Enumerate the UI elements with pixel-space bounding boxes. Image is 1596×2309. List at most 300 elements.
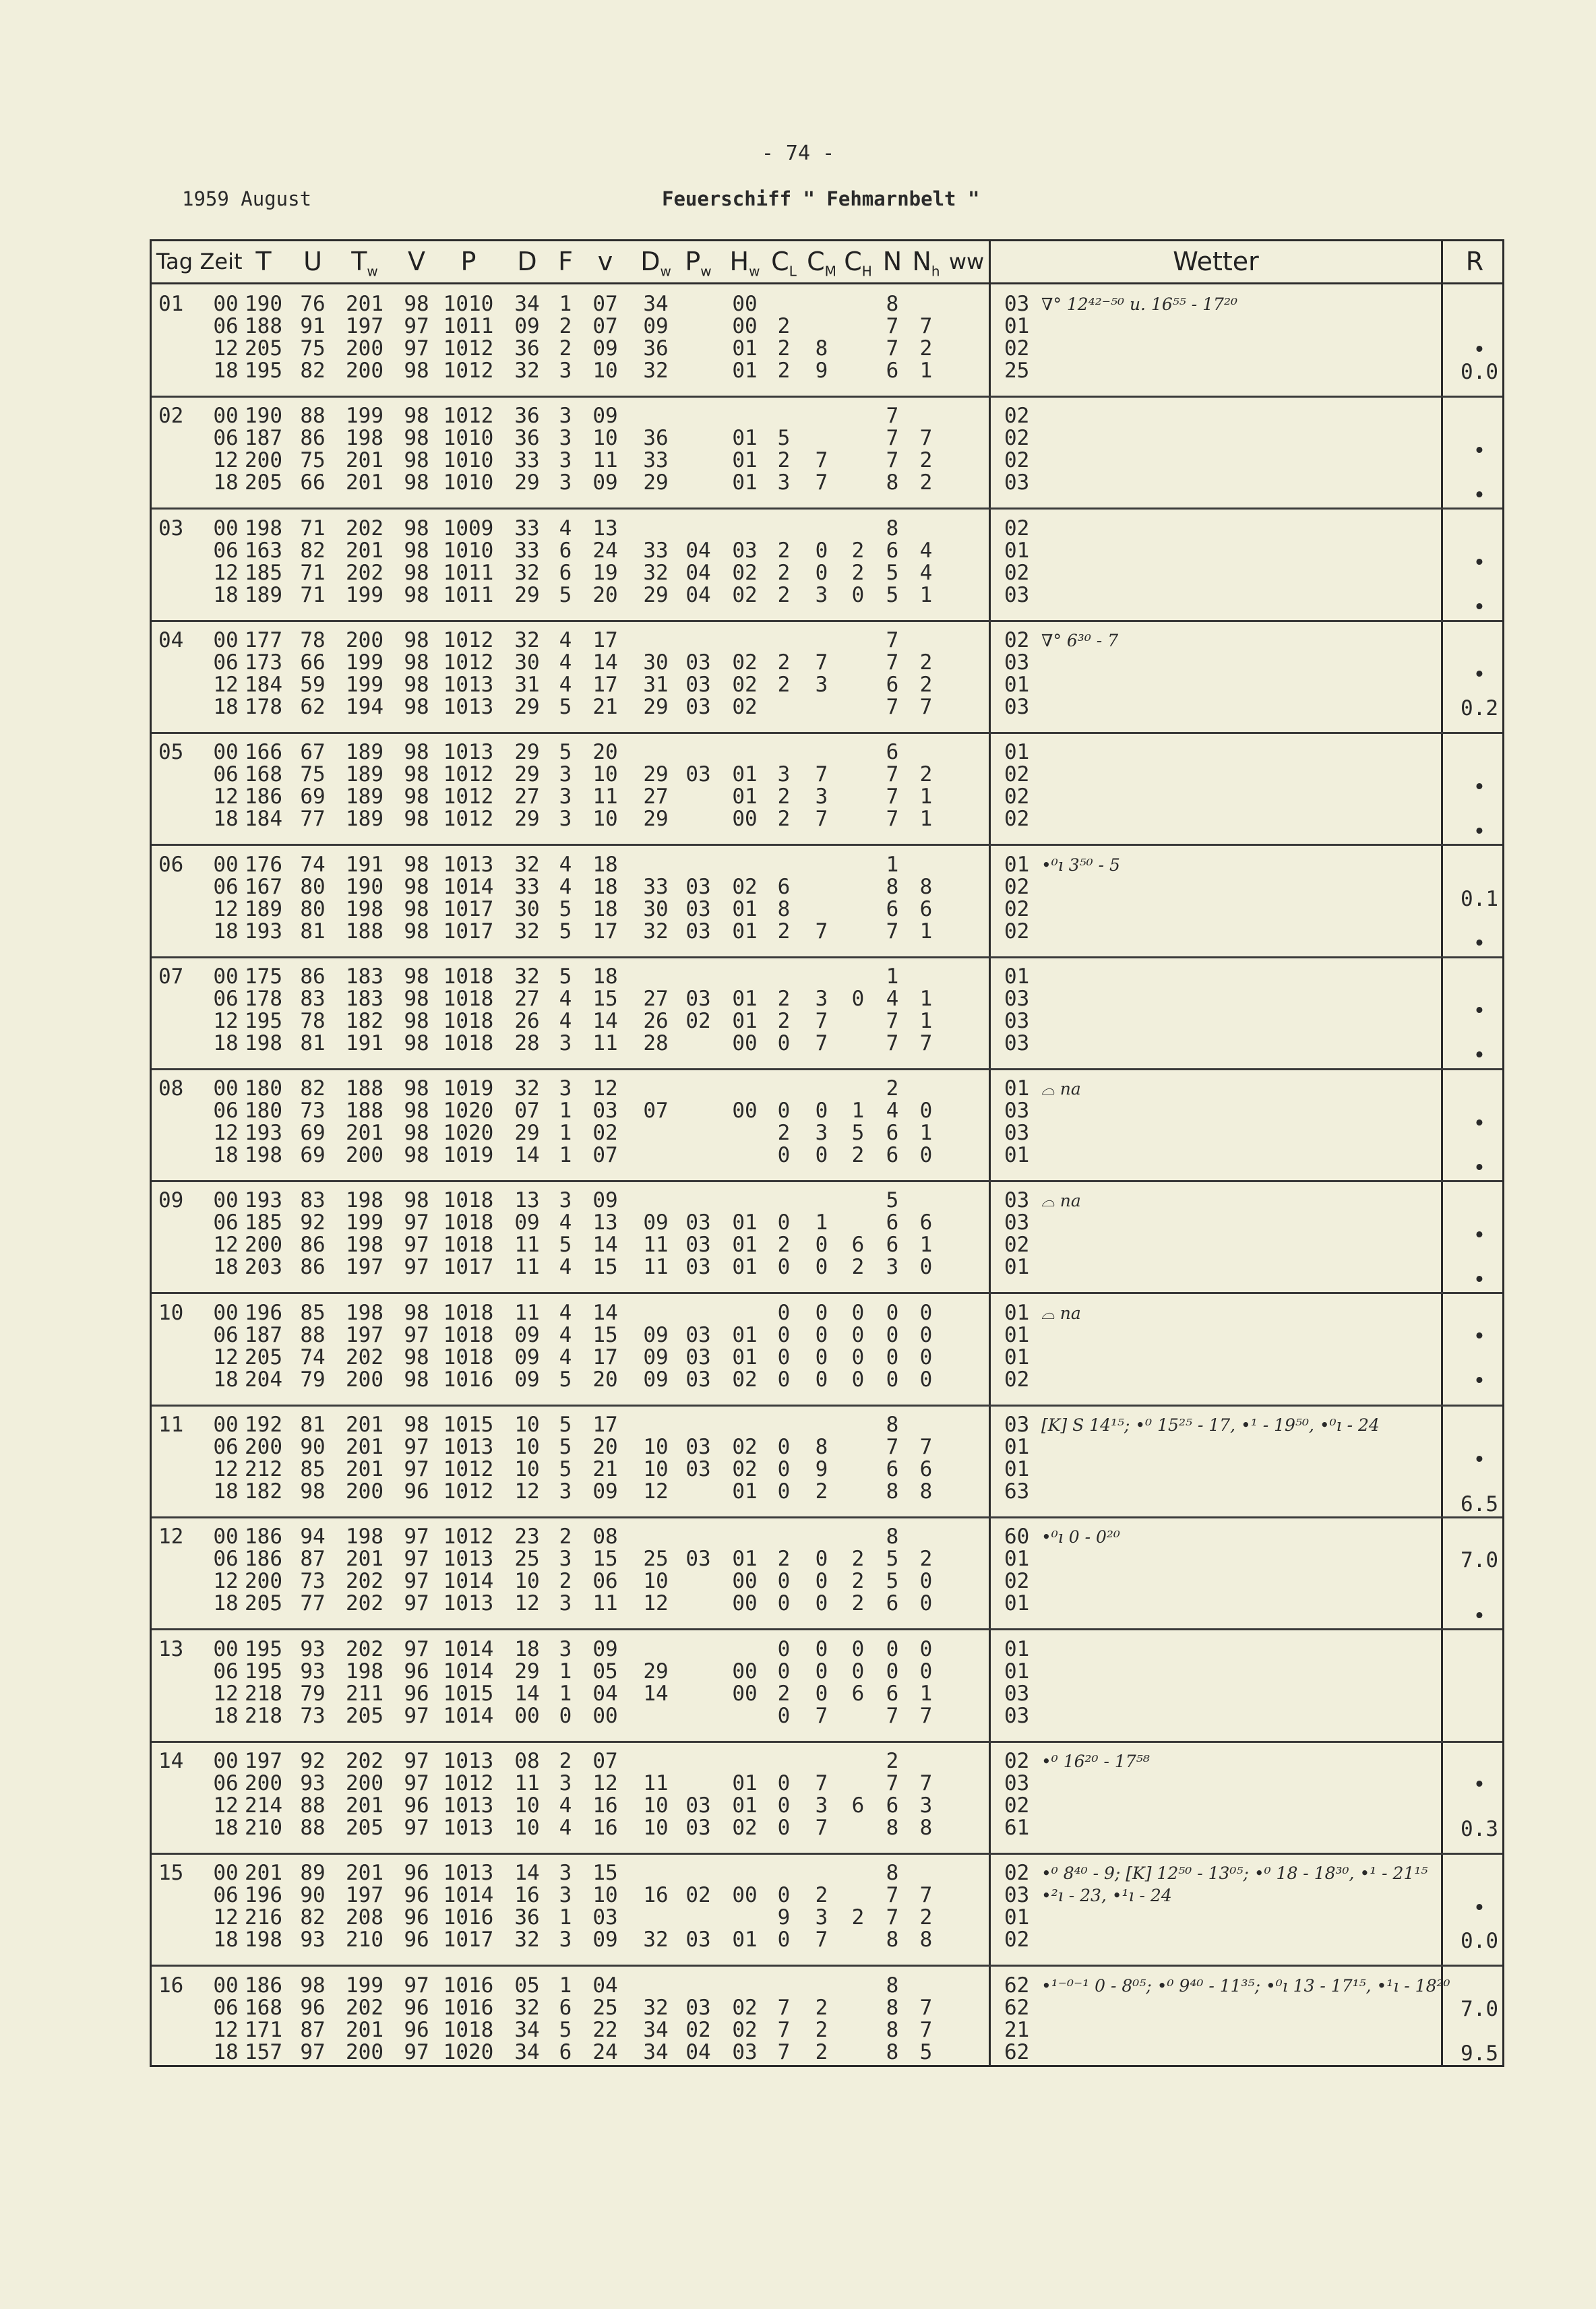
cell-dw: 27 [643, 784, 669, 809]
cell-nh: 8 [919, 1815, 933, 1840]
cell-n: 7 [886, 1030, 899, 1055]
cell-v: 98 [404, 807, 429, 832]
cell-v: 20 [592, 582, 618, 607]
cell-tw: 188 [346, 1099, 383, 1123]
cell-u: 78 [300, 1008, 326, 1033]
cell-v: 98 [404, 470, 429, 495]
cell-u: 88 [300, 404, 326, 429]
cell-ch: 0 [851, 1636, 865, 1661]
cell-dw: 29 [643, 470, 669, 495]
cell-zeit: 00 [213, 1300, 239, 1325]
table-row [152, 1548, 1136, 1570]
cell-d: 14 [514, 1681, 540, 1706]
cell-ww: 03 [1004, 1681, 1030, 1706]
table-row [152, 584, 1136, 607]
cell-p: 1012 [443, 359, 494, 383]
day-block [152, 1069, 1502, 1181]
cell-p: 1013 [443, 852, 494, 877]
precip-value: • [1473, 595, 1486, 620]
cell-t: 198 [245, 516, 282, 541]
table-row [152, 876, 1136, 898]
cell-cm: 0 [815, 1233, 828, 1258]
cell-v: 17 [592, 919, 618, 944]
cell-d: 31 [514, 672, 540, 697]
cell-nh: 0 [919, 1569, 933, 1594]
table-row [152, 1705, 1136, 1727]
cell-zeit: 12 [213, 1345, 239, 1369]
cell-pw: 03 [685, 1322, 711, 1347]
cell-v: 98 [404, 964, 429, 989]
table-row [152, 1795, 1136, 1817]
cell-cm: 7 [815, 1030, 828, 1055]
cell-u: 83 [300, 1188, 326, 1213]
table-row [152, 764, 1136, 786]
cell-p: 1012 [443, 1525, 494, 1549]
cell-u: 75 [300, 448, 326, 473]
table-row [152, 1436, 1136, 1458]
cell-v: 98 [404, 694, 429, 719]
cell-cm: 0 [815, 560, 828, 585]
cell-n: 8 [886, 1815, 899, 1840]
cell-p: 1017 [443, 1928, 494, 1952]
cell-tw: 198 [346, 1300, 383, 1325]
cell-v: 04 [592, 1973, 618, 1998]
cell-n: 7 [886, 1703, 899, 1728]
cell-v: 20 [592, 1435, 618, 1459]
cell-v: 97 [404, 336, 429, 361]
cell-n: 8 [886, 2039, 899, 2064]
cell-d: 05 [514, 1973, 540, 1998]
cell-n: 6 [886, 672, 899, 697]
cell-p: 1010 [443, 470, 494, 495]
cell-n: 7 [886, 919, 899, 944]
cell-nh: 1 [919, 582, 933, 607]
cell-tw: 199 [346, 672, 383, 697]
cell-dw: 11 [643, 1233, 669, 1258]
cell-tw: 183 [346, 964, 383, 989]
cell-t: 198 [245, 1030, 282, 1055]
cell-t: 186 [245, 1547, 282, 1572]
cell-t: 167 [245, 874, 282, 899]
cell-ww: 03 [1004, 292, 1030, 316]
cell-f: 5 [559, 1457, 572, 1481]
cell-pw: 04 [685, 560, 711, 585]
cell-ww: 02 [1004, 1569, 1030, 1594]
cell-v: 96 [404, 1681, 429, 1706]
cell-nh: 0 [919, 1345, 933, 1369]
cell-f: 4 [559, 1322, 572, 1347]
cell-hw: 01 [732, 1255, 758, 1280]
cell-ch: 0 [851, 582, 865, 607]
cell-nh: 7 [919, 2017, 933, 2042]
cell-ch: 6 [851, 1233, 865, 1258]
cell-v: 97 [404, 1525, 429, 1549]
cell-v: 11 [592, 448, 618, 473]
cell-tw: 200 [346, 336, 383, 361]
cell-f: 6 [559, 2039, 572, 2064]
cell-ww: 61 [1004, 1815, 1030, 1840]
cell-u: 74 [300, 1345, 326, 1369]
cell-zeit: 06 [213, 874, 239, 899]
cell-nh: 0 [919, 1636, 933, 1661]
cell-cm: 3 [815, 986, 828, 1011]
table-row [152, 988, 1136, 1010]
day-number: 05 [158, 740, 184, 765]
cell-t: 205 [245, 1345, 282, 1369]
cell-zeit: 00 [213, 1861, 239, 1886]
cell-d: 09 [514, 1367, 540, 1392]
header-v: V [408, 247, 425, 276]
cell-t: 193 [245, 919, 282, 944]
table-row [152, 1256, 1136, 1279]
cell-p: 1016 [443, 1905, 494, 1930]
cell-cm: 3 [815, 1793, 828, 1818]
cell-tw: 191 [346, 852, 383, 877]
cell-tw: 189 [346, 807, 383, 832]
cell-pw: 03 [685, 1793, 711, 1818]
cell-u: 73 [300, 1569, 326, 1594]
cell-cm: 8 [815, 336, 828, 361]
cell-cm: 0 [815, 1659, 828, 1684]
cell-cl: 7 [777, 2017, 791, 2042]
day-number: 09 [158, 1188, 184, 1213]
cell-f: 3 [559, 426, 572, 451]
cell-tw: 197 [346, 1255, 383, 1280]
cell-pw: 03 [685, 1547, 711, 1572]
precip-value: • [1473, 551, 1486, 576]
cell-n: 7 [886, 336, 899, 361]
cell-v: 24 [592, 2039, 618, 2064]
cell-nh: 1 [919, 1008, 933, 1033]
cell-t: 205 [245, 336, 282, 361]
cell-v: 03 [592, 1099, 618, 1123]
cell-v: 05 [592, 1659, 618, 1684]
cell-cm: 0 [815, 1569, 828, 1594]
cell-nh: 0 [919, 1255, 933, 1280]
cell-v: 14 [592, 1300, 618, 1325]
cell-d: 26 [514, 1008, 540, 1033]
precip-value: • [1473, 774, 1486, 799]
cell-hw: 01 [732, 1547, 758, 1572]
cell-f: 5 [559, 919, 572, 944]
cell-u: 98 [300, 1479, 326, 1504]
cell-t: 218 [245, 1681, 282, 1706]
table-row [152, 1010, 1136, 1033]
cell-t: 195 [245, 1659, 282, 1684]
table-row [152, 1302, 1136, 1324]
cell-cm: 7 [815, 650, 828, 675]
cell-tw: 199 [346, 650, 383, 675]
cell-cl: 0 [777, 1771, 791, 1795]
cell-v: 11 [592, 784, 618, 809]
cell-f: 2 [559, 1569, 572, 1594]
cell-hw: 02 [732, 672, 758, 697]
cell-p: 1020 [443, 1099, 494, 1123]
cell-ww: 03 [1004, 986, 1030, 1011]
table-row [152, 629, 1136, 652]
cell-v: 97 [404, 1569, 429, 1594]
cell-cm: 0 [815, 1322, 828, 1347]
cell-n: 6 [886, 1233, 899, 1258]
cell-dw: 34 [643, 292, 669, 316]
cell-t: 195 [245, 1636, 282, 1661]
cell-dw: 10 [643, 1569, 669, 1594]
cell-zeit: 18 [213, 1143, 239, 1168]
cell-tw: 182 [346, 1008, 383, 1033]
cell-tw: 200 [346, 359, 383, 383]
cell-tw: 201 [346, 448, 383, 473]
cell-v: 24 [592, 538, 618, 563]
precip-value: • [1473, 483, 1486, 507]
cell-ww: 01 [1004, 1322, 1030, 1347]
header-wetter: Wetter [1173, 247, 1259, 276]
cell-u: 92 [300, 1748, 326, 1773]
cell-tw: 188 [346, 1076, 383, 1101]
precip-value: • [1473, 819, 1486, 844]
cell-dw: 10 [643, 1435, 669, 1459]
cell-d: 32 [514, 1995, 540, 2020]
cell-u: 82 [300, 359, 326, 383]
cell-n: 7 [886, 1435, 899, 1459]
cell-t: 218 [245, 1703, 282, 1728]
cell-v: 06 [592, 1569, 618, 1594]
cell-n: 7 [886, 448, 899, 473]
cell-v: 17 [592, 1413, 618, 1437]
cell-ww: 01 [1004, 1300, 1030, 1325]
cell-dw: 33 [643, 448, 669, 473]
cell-v: 98 [404, 538, 429, 563]
cell-f: 5 [559, 740, 572, 765]
day-number: 01 [158, 292, 184, 316]
cell-zeit: 06 [213, 1771, 239, 1795]
cell-cm: 7 [815, 762, 828, 787]
cell-t: 216 [245, 1905, 282, 1930]
cell-u: 96 [300, 1995, 326, 2020]
cell-p: 1010 [443, 426, 494, 451]
cell-v: 98 [404, 516, 429, 541]
cell-t: 186 [245, 784, 282, 809]
table-row [152, 1122, 1136, 1144]
cell-u: 87 [300, 2017, 326, 2042]
cell-dw: 36 [643, 426, 669, 451]
cell-cm: 7 [815, 1815, 828, 1840]
table-row [152, 921, 1136, 943]
cell-zeit: 12 [213, 336, 239, 361]
cell-t: 190 [245, 404, 282, 429]
table-row [152, 1973, 1450, 1998]
cell-cl: 2 [777, 807, 791, 832]
weather-note: •⁰ 8⁴⁰ - 9; [K] 12⁵⁰ - 13⁰⁵; •⁰ 18 - 18³⁰, •¹ - 21¹⁵ [1041, 1864, 1428, 1884]
cell-v: 98 [404, 1413, 429, 1437]
cell-zeit: 00 [213, 627, 239, 652]
cell-tw: 198 [346, 1659, 383, 1684]
cell-nh: 2 [919, 1905, 933, 1930]
cell-nh: 7 [919, 1995, 933, 2020]
cell-n: 6 [886, 1591, 899, 1616]
cell-dw: 09 [643, 1367, 669, 1392]
cell-f: 5 [559, 1435, 572, 1459]
cell-ww: 62 [1004, 2039, 1030, 2064]
cell-zeit: 00 [213, 852, 239, 877]
cell-d: 29 [514, 470, 540, 495]
cell-p: 1014 [443, 1703, 494, 1728]
cell-f: 3 [559, 1547, 572, 1572]
cell-f: 3 [559, 404, 572, 429]
cell-t: 178 [245, 694, 282, 719]
cell-n: 5 [886, 1547, 899, 1572]
cell-v: 14 [592, 650, 618, 675]
cell-nh: 7 [919, 1771, 933, 1795]
day-number: 07 [158, 964, 184, 989]
day-number: 08 [158, 1076, 184, 1101]
cell-u: 59 [300, 672, 326, 697]
table-row [152, 540, 1136, 562]
table-row [152, 427, 1136, 450]
cell-cl: 2 [777, 336, 791, 361]
day-block [152, 284, 1502, 396]
cell-ww: 01 [1004, 1547, 1030, 1572]
cell-p: 1014 [443, 1636, 494, 1661]
cell-p: 1011 [443, 582, 494, 607]
cell-cl: 0 [777, 1210, 791, 1235]
cell-d: 12 [514, 1591, 540, 1616]
cell-n: 7 [886, 784, 899, 809]
cell-p: 1020 [443, 1121, 494, 1146]
cell-v: 98 [404, 740, 429, 765]
cell-hw: 03 [732, 538, 758, 563]
table-row [152, 292, 1237, 316]
cell-v: 97 [404, 1703, 429, 1728]
cell-zeit: 06 [213, 538, 239, 563]
cell-v: 25 [592, 1995, 618, 2020]
cell-f: 5 [559, 896, 572, 921]
table-row [152, 2019, 1136, 2041]
cell-p: 1020 [443, 2039, 494, 2064]
cell-f: 4 [559, 1008, 572, 1033]
cell-cl: 0 [777, 1928, 791, 1952]
cell-dw: 32 [643, 359, 669, 383]
cell-p: 1016 [443, 1995, 494, 2020]
cell-v: 08 [592, 1525, 618, 1549]
cell-v: 17 [592, 1345, 618, 1369]
cell-v: 98 [404, 426, 429, 451]
cell-cm: 7 [815, 807, 828, 832]
cell-dw: 11 [643, 1771, 669, 1795]
cell-ww: 02 [1004, 874, 1030, 899]
cell-cl: 2 [777, 1121, 791, 1146]
cell-v: 98 [404, 1099, 429, 1123]
cell-v: 97 [404, 1815, 429, 1840]
cell-d: 32 [514, 627, 540, 652]
cell-u: 97 [300, 2039, 326, 2064]
cell-d: 10 [514, 1793, 540, 1818]
cell-f: 4 [559, 1815, 572, 1840]
cell-u: 66 [300, 650, 326, 675]
cell-v: 07 [592, 1143, 618, 1168]
day-number: 06 [158, 852, 184, 877]
cell-pw: 03 [685, 919, 711, 944]
day-block [152, 733, 1502, 844]
cell-nh: 7 [919, 426, 933, 451]
cell-u: 69 [300, 1143, 326, 1168]
cell-f: 1 [559, 1905, 572, 1930]
cell-u: 81 [300, 919, 326, 944]
cell-n: 6 [886, 1210, 899, 1235]
cell-v: 15 [592, 986, 618, 1011]
cell-f: 4 [559, 874, 572, 899]
cell-ww: 02 [1004, 896, 1030, 921]
day-block [152, 396, 1502, 508]
cell-v: 98 [404, 1076, 429, 1101]
cell-cm: 0 [815, 1300, 828, 1325]
cell-cm: 7 [815, 448, 828, 473]
cell-n: 3 [886, 1255, 899, 1280]
cell-dw: 16 [643, 1883, 669, 1908]
cell-t: 200 [245, 1569, 282, 1594]
cell-d: 27 [514, 986, 540, 1011]
cell-hw: 01 [732, 1345, 758, 1369]
cell-pw: 03 [685, 1928, 711, 1952]
day-number: 02 [158, 404, 184, 429]
cell-zeit: 00 [213, 1973, 239, 1998]
cell-n: 8 [886, 1413, 899, 1437]
precip-value: 0.2 [1461, 696, 1498, 720]
cell-cl: 2 [777, 1681, 791, 1706]
cell-d: 00 [514, 1703, 540, 1728]
cell-v: 21 [592, 694, 618, 719]
header-d: D [517, 247, 537, 276]
cell-tw: 201 [346, 1793, 383, 1818]
cell-zeit: 18 [213, 1367, 239, 1392]
cell-v: 98 [404, 762, 429, 787]
cell-pw: 03 [685, 896, 711, 921]
cell-p: 1018 [443, 1233, 494, 1258]
cell-zeit: 18 [213, 807, 239, 832]
cell-v: 98 [404, 896, 429, 921]
cell-p: 1011 [443, 560, 494, 585]
cell-tw: 211 [346, 1681, 383, 1706]
cell-v: 20 [592, 1367, 618, 1392]
cell-ww: 03 [1004, 1703, 1030, 1728]
cell-f: 4 [559, 852, 572, 877]
cell-d: 32 [514, 964, 540, 989]
cell-f: 3 [559, 784, 572, 809]
cell-dw: 26 [643, 1008, 669, 1033]
cell-v: 03 [592, 1905, 618, 1930]
cell-p: 1016 [443, 1367, 494, 1392]
cell-ww: 01 [1004, 1345, 1030, 1369]
cell-u: 80 [300, 874, 326, 899]
cell-ww: 01 [1004, 852, 1030, 877]
cell-n: 7 [886, 1905, 899, 1930]
cell-f: 4 [559, 1300, 572, 1325]
cell-nh: 8 [919, 874, 933, 899]
cell-p: 1015 [443, 1681, 494, 1706]
observation-table [150, 239, 1504, 2067]
cell-n: 7 [886, 1008, 899, 1033]
cell-cl: 7 [777, 1995, 791, 2020]
cell-n: 8 [886, 1973, 899, 1998]
cell-tw: 199 [346, 582, 383, 607]
cell-zeit: 12 [213, 1681, 239, 1706]
cell-pw: 02 [685, 1008, 711, 1033]
cell-cl: 0 [777, 1030, 791, 1055]
cell-hw: 01 [732, 784, 758, 809]
cell-n: 7 [886, 627, 899, 652]
cell-cm: 0 [815, 1345, 828, 1369]
cell-tw: 197 [346, 314, 383, 338]
cell-dw: 33 [643, 874, 669, 899]
